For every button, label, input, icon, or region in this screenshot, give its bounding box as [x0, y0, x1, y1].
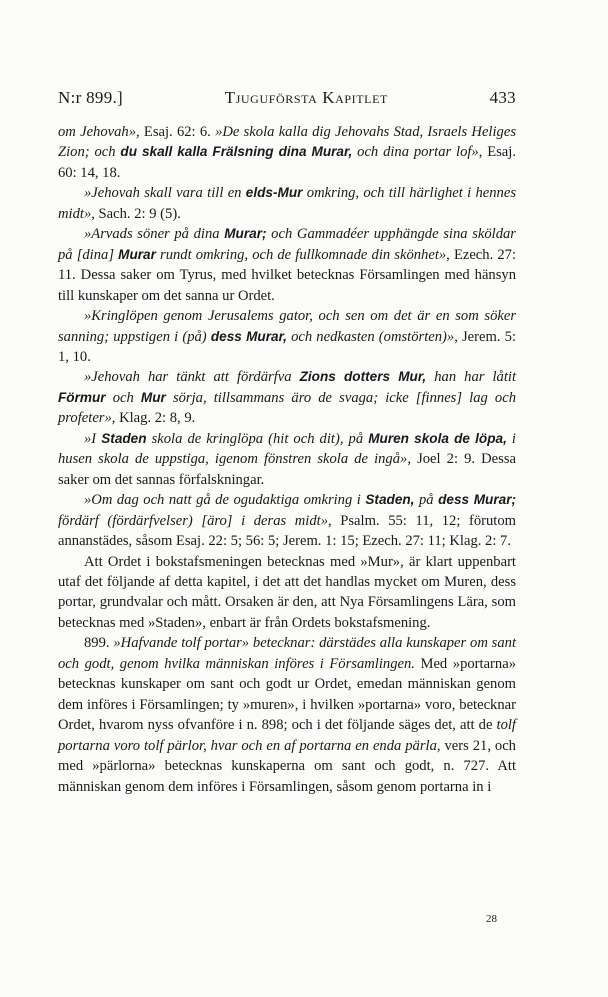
quotation-text: och dina portar lof» [352, 144, 479, 161]
paragraph [58, 490, 516, 551]
body-text: Att Ordet i bokstafsmeningen betecknas med »Mur», är klart uppenbart utaf det följande af detta kapitel, i det att det handlas mycket om Muren, dess portar, grundvalar och mått. Orsaken är den, att Nya Församlingens Lära, som betecknas med »Staden», enbart är från Ordets bokstafsmening. [58, 553, 516, 631]
emphasized-text: Förmur [58, 389, 106, 405]
quotation-text: och Gammadéer upphängde sina sköldar på [dina] [58, 226, 516, 263]
emphasized-text: Murar; [224, 226, 267, 242]
body-text: , Psalm. 55: 11, 12; förutom annanstädes, såsom Esaj. 22: 5; 56: 5; Jerem. 1: 15; Ezech. 27: 11; Klag. 2: 7. [58, 512, 516, 550]
emphasized-text: Mur [140, 389, 166, 405]
quotation-text: »Kringlöpen genom Jerusalems gator, och sen om det är en som söker sanning; uppstigen i (på) [58, 308, 516, 345]
paragraph [58, 122, 516, 183]
emphasized-text: elds-Mur [245, 185, 303, 201]
quotation-text: rundt omkring, och de fullkomnade din skönhet» [155, 246, 447, 263]
body-text: , vers 21, och med »pärlorna» betecknas kunskaperna om sant och godt, n. 727. Att människan genom dem införes i Församlingen, såsom genom portarna in i [58, 737, 516, 795]
chapter-title: Tjuguförsta Kapitlet [224, 88, 388, 107]
page-body-text [58, 122, 516, 797]
quotation-text: han har låtit [426, 369, 516, 386]
emphasized-text: Murar [118, 246, 156, 262]
quotation-text: »Jehovah har tänkt att fördärfva [84, 369, 300, 386]
quotation-text: sörja, tillsammans äro de svaga; icke [finnes] lag och profeter» [58, 389, 516, 427]
quotation-text: omkring, och till härlighet i hennes midt» [58, 185, 516, 222]
quotation-text: på [414, 492, 439, 509]
paragraph [58, 367, 516, 428]
quotation-text: »Hafvande tolf portar» betecknar: därstädes alla kunskaper om sant och godt, genom hvilka människan införes i Församlingen. [58, 635, 516, 672]
section-reference: N:r 899.] [58, 88, 124, 107]
paragraph [58, 552, 516, 634]
paragraph [58, 224, 516, 306]
page-number: 433 [489, 88, 516, 107]
quotation-text: och nedkasten (omstörten)» [286, 328, 455, 345]
quotation-text: skola de kringlöpa (hit och dit), på [146, 430, 369, 447]
emphasized-text: Zions dotters Mur, [299, 369, 427, 385]
emphasized-text: Muren skola de löpa, [368, 430, 507, 446]
quotation-text: och [105, 389, 141, 406]
body-text: , Esaj. 60: 14, 18. [58, 144, 516, 181]
body-text: 899. [84, 635, 114, 652]
page-header [58, 88, 516, 108]
paragraph [58, 429, 516, 490]
quotation-text: tolf portarna voro tolf pärlor, hvar och en af portarna en enda pärla [58, 717, 516, 754]
body-text: , Jerem. 5: 1, 10. [58, 328, 517, 365]
quotation-text: »Jehovah skall vara till en [84, 185, 246, 202]
quotation-text: i husen skola de uppstiga, igenom fönstren skola de ingå» [58, 430, 516, 468]
paragraph [58, 183, 516, 224]
emphasized-text: Staden [101, 430, 147, 446]
body-text: , Joel 2: 9. Dessa saker om det sannas förfalskningar. [58, 451, 516, 488]
quotation-text: »De skola kalla dig Jehovahs Stad, Israels Heliges Zion; och [58, 124, 516, 161]
body-text: , Klag. 2: 8, 9. [111, 410, 196, 427]
emphasized-text: dess Murar, [210, 328, 287, 344]
body-text: , Sach. 2: 9 (5). [91, 205, 181, 222]
emphasized-text: dess Murar; [438, 492, 517, 508]
emphasized-text: Staden, [365, 492, 415, 508]
quotation-text: »Arvads söner på dina [84, 226, 225, 243]
body-text: Med »portarna» betecknas kunskaper om sant och godt ur Ordet, emedan människan genom dem införes i Församlingen; ty »muren», i hvilken »portarna» voro, betecknar Ordet, hvarom nyss ofvanföre i n. 898; och i det följande säges det, att de [58, 655, 516, 734]
quotation-text: fördärf (fördärfvelser) [äro] i deras midt» [58, 512, 329, 529]
signature-mark: 28 [486, 913, 497, 925]
quotation-text: »I [84, 430, 102, 447]
paragraph [58, 306, 516, 367]
body-text: , Esaj. 62: 6. [136, 124, 216, 140]
quotation-text: »Om dag och natt gå de ogudaktiga omkring i [84, 492, 366, 509]
paragraph [58, 633, 516, 797]
body-text: , Ezech. 27: 11. Dessa saker om Tyrus, med hvilket betecknas Församlingen med hänsyn till kunskaper om det sanna ur Ordet. [58, 246, 516, 304]
quotation-text: om Jehovah» [58, 124, 137, 140]
emphasized-text: du skall kalla Frälsning dina Murar, [120, 144, 353, 160]
